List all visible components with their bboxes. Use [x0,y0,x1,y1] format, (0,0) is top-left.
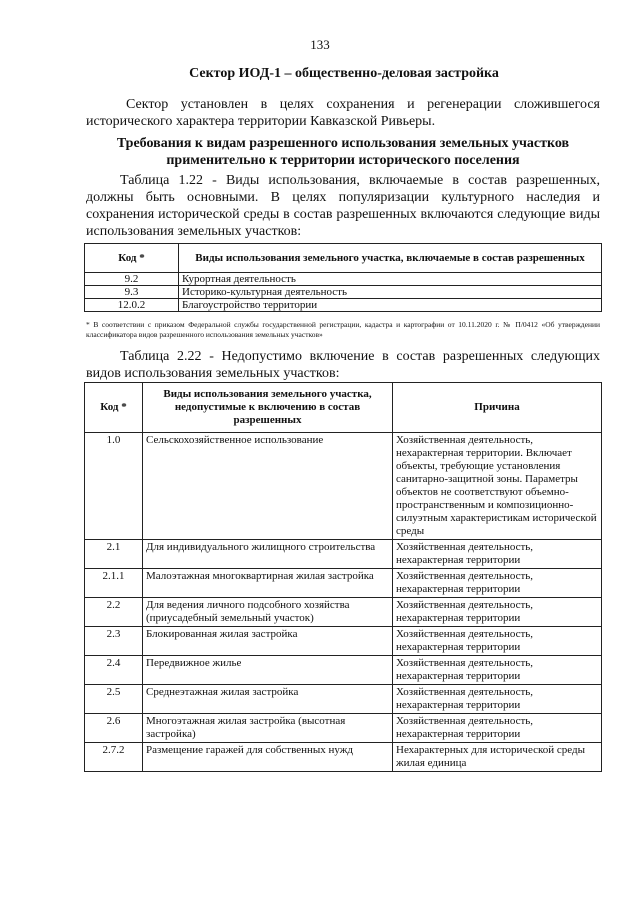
row-code: 2.7.2 [85,743,143,772]
row-reason: Хозяйственная деятельность, нехарактерная территории [393,714,602,743]
row-name: Для индивидуального жилищного строительства [143,540,393,569]
row-name: Блокированная жилая застройка [143,627,393,656]
row-code: 2.5 [85,685,143,714]
prohibited-uses-table [84,382,602,772]
row-reason: Хозяйственная деятельность, нехарактерная территории [393,656,602,685]
row-code: 1.0 [85,433,143,540]
row-code: 9.2 [85,273,179,286]
table-row [85,685,602,714]
row-name: Курортная деятельность [179,273,602,286]
row-reason: Хозяйственная деятельность, нехарактерная территории [393,598,602,627]
row-code: 9.3 [85,286,179,299]
row-name: Малоэтажная многоквартирная жилая застройка [143,569,393,598]
header-code: Код * [85,383,143,433]
table-header-row [85,383,602,433]
section-title: Сектор ИОД-1 – общественно-деловая застройка [189,66,499,81]
row-reason: Хозяйственная деятельность, нехарактерная территории [393,540,602,569]
table-row [85,656,602,685]
row-name: Передвижное жилье [143,656,393,685]
table2-caption: Таблица 2.22 - Недопустимо включение в состав разрешенных следующих видов использования земельных участков: [86,349,600,381]
allowed-uses-table [84,243,602,312]
page-number: 133 [310,37,330,52]
row-name: Многоэтажная жилая застройка (высотная застройка) [143,714,393,743]
table-row [85,714,602,743]
row-code: 2.4 [85,656,143,685]
footnote: * В соответствии с приказом Федеральной службы государственной регистрации, кадастра и картографии от 10.11.2020 г. № П/0412 «Об утверждении классификатора видов разрешенного использования земельных участков» [86,320,600,339]
table-row [85,299,602,312]
row-reason: Хозяйственная деятельность, нехарактерная территории. Включает объекты, требующие установления санитарно-защитной зоны. Параметры объектов не соответствуют объемно-пространственным и композиционно-силуэтным характеристикам исторической среды [393,433,602,540]
row-name: Среднеэтажная жилая застройка [143,685,393,714]
row-name: Для ведения личного подсобного хозяйства (приусадебный земельный участок) [143,598,393,627]
table-row [85,286,602,299]
header-code: Код * [85,244,179,273]
row-code: 2.6 [85,714,143,743]
header-prohibited-use: Виды использования земельного участка, недопустимые к включению в состав разрешенных [143,383,393,433]
table-header-row [85,244,602,273]
row-code: 12.0.2 [85,299,179,312]
row-reason: Хозяйственная деятельность, нехарактерная территории [393,627,602,656]
table-row [85,627,602,656]
row-reason: Хозяйственная деятельность, нехарактерная территории [393,685,602,714]
row-reason: Нехарактерных для исторической среды жилая единица [393,743,602,772]
row-code: 2.2 [85,598,143,627]
table-row [85,743,602,772]
row-name: Сельскохозяйственное использование [143,433,393,540]
table-row [85,433,602,540]
table1-caption: Таблица 1.22 - Виды использования, включаемые в состав разрешенных, должны быть основными. В целях популяризации культурного наследия и сохранения исторической среды в состав разрешенных включаются следующие виды использования земельных участков: [86,173,600,239]
table-row [85,540,602,569]
row-code: 2.1 [85,540,143,569]
row-reason: Хозяйственная деятельность, нехарактерная территории [393,569,602,598]
table-row [85,598,602,627]
header-allowed-use: Виды использования земельного участка, включаемые в состав разрешенных [179,244,602,273]
table-row [85,569,602,598]
row-name: Размещение гаражей для собственных нужд [143,743,393,772]
row-code: 2.3 [85,627,143,656]
row-code: 2.1.1 [85,569,143,598]
row-name: Благоустройство территории [179,299,602,312]
requirements-heading: Требования к видам разрешенного использования земельных участков применительно к территории исторического поселения [116,136,570,168]
row-name: Историко-культурная деятельность [179,286,602,299]
intro-paragraph: Сектор установлен в целях сохранения и регенерации сложившегося исторического характера территории Кавказской Ривьеры. [86,97,600,129]
table-row [85,273,602,286]
header-reason: Причина [393,383,602,433]
